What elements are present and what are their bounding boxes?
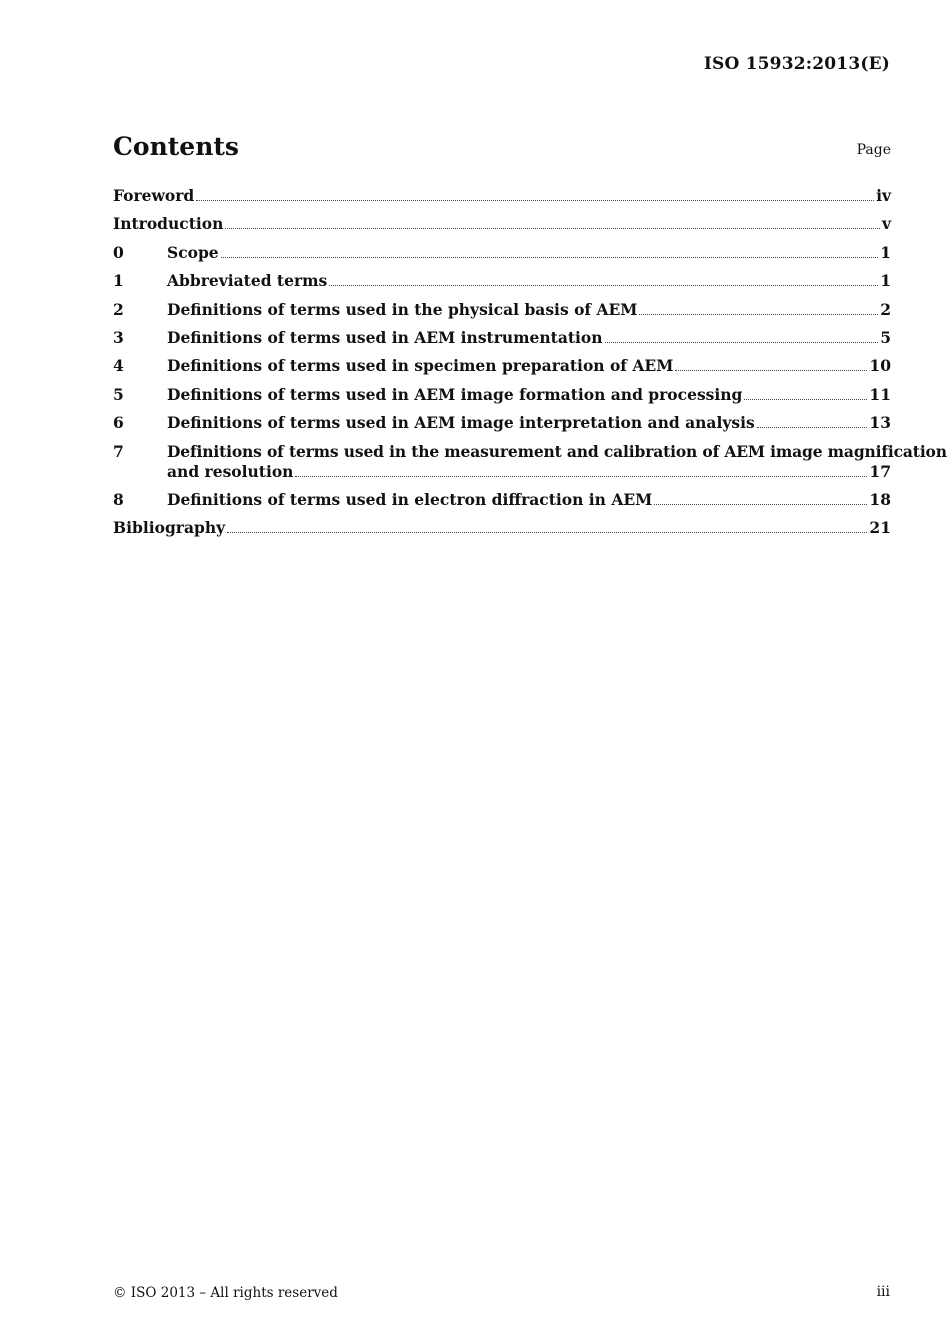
toc-entry-title[interactable]: Scope [167, 242, 219, 262]
toc-dot-leader [757, 427, 868, 428]
toc-entry-number: 2 [113, 299, 124, 319]
toc-entry-instrumentation[interactable] [113, 328, 891, 348]
toc-entry-abbreviated-terms[interactable] [113, 271, 891, 291]
toc-dot-leader [744, 399, 867, 400]
toc-dot-leader [675, 370, 867, 371]
toc-entry-scope[interactable] [113, 243, 891, 263]
toc-entry-page[interactable]: 18 [869, 489, 891, 509]
toc-entry-number: 5 [113, 384, 124, 404]
toc-entry-introduction[interactable] [113, 214, 891, 234]
toc-entry-specimen-preparation[interactable] [113, 356, 891, 376]
toc-dot-leader [227, 532, 867, 533]
toc-entry-number: 8 [113, 489, 124, 509]
toc-entry-title[interactable]: Bibliography [113, 518, 226, 538]
toc-dot-leader [196, 200, 874, 201]
toc-entry-page[interactable]: v [881, 214, 891, 234]
toc-dot-leader [295, 476, 867, 477]
toc-dot-leader [605, 342, 879, 343]
toc-dot-leader [654, 504, 867, 505]
toc-entry-physical-basis[interactable] [113, 300, 891, 320]
toc-entry-title-line1[interactable]: Definitions of terms used in the measurement and calibration of AEM image magnification [167, 441, 947, 461]
toc-entry-number: 0 [113, 242, 124, 262]
toc-entry-title[interactable]: Definitions of terms used in AEM image interpretation and analysis [167, 413, 755, 433]
toc-entry-page[interactable]: 13 [869, 413, 891, 433]
toc-entry-magnification-calibration[interactable] [113, 441, 947, 482]
toc-entry-page[interactable]: 17 [869, 461, 891, 481]
toc-entry-title[interactable]: Introduction [113, 214, 224, 234]
footer-page-number: iii [876, 1284, 890, 1300]
toc-entry-title-line2[interactable]: and resolution [167, 461, 294, 481]
toc-entry-image-interpretation[interactable] [113, 413, 891, 433]
toc-entry-page[interactable]: 10 [869, 356, 891, 376]
toc-entry-number: 6 [113, 413, 124, 433]
toc-entry-title[interactable]: Definitions of terms used in the physical basis of AEM [167, 299, 638, 319]
toc-entry-title[interactable]: Definitions of terms used in specimen preparation of AEM [167, 356, 674, 376]
toc-entry-title[interactable]: Foreword [113, 186, 195, 205]
toc-dot-leader [225, 228, 880, 229]
footer-copyright: © ISO 2013 – All rights reserved [113, 1285, 338, 1301]
page-column-label: Page [856, 142, 891, 158]
toc-entry-number: 1 [113, 271, 124, 291]
toc-entry-page[interactable]: 1 [880, 271, 891, 291]
toc-entry-page[interactable]: 21 [869, 518, 891, 538]
toc-entry-electron-diffraction[interactable] [113, 490, 891, 510]
toc-entry-number: 7 [113, 441, 124, 461]
toc-entry-foreword[interactable] [113, 186, 891, 206]
toc-entry-number: 3 [113, 327, 124, 347]
toc-entry-image-formation[interactable] [113, 385, 891, 405]
table-of-contents [113, 186, 947, 547]
toc-entry-number: 4 [113, 356, 124, 376]
toc-entry-title[interactable]: Abbreviated terms [167, 271, 328, 291]
toc-entry-title[interactable]: Definitions of terms used in AEM instrumentation [167, 327, 603, 347]
toc-entry-title[interactable]: Definitions of terms used in AEM image formation and processing [167, 384, 743, 404]
toc-entry-page[interactable]: iv [876, 186, 891, 205]
document-id: ISO 15932:2013(E) [703, 54, 890, 74]
toc-entry-page[interactable]: 1 [880, 242, 891, 262]
toc-dot-leader [329, 285, 878, 286]
toc-dot-leader [221, 257, 879, 258]
contents-title: Contents [113, 132, 240, 161]
toc-entry-page[interactable]: 2 [880, 299, 891, 319]
toc-entry-title[interactable]: Definitions of terms used in electron diffraction in AEM [167, 489, 653, 509]
contents-header [113, 132, 891, 164]
toc-entry-page[interactable]: 11 [869, 384, 891, 404]
toc-entry-bibliography[interactable] [113, 518, 891, 538]
toc-entry-page[interactable]: 5 [880, 327, 891, 347]
toc-dot-leader [639, 314, 878, 315]
